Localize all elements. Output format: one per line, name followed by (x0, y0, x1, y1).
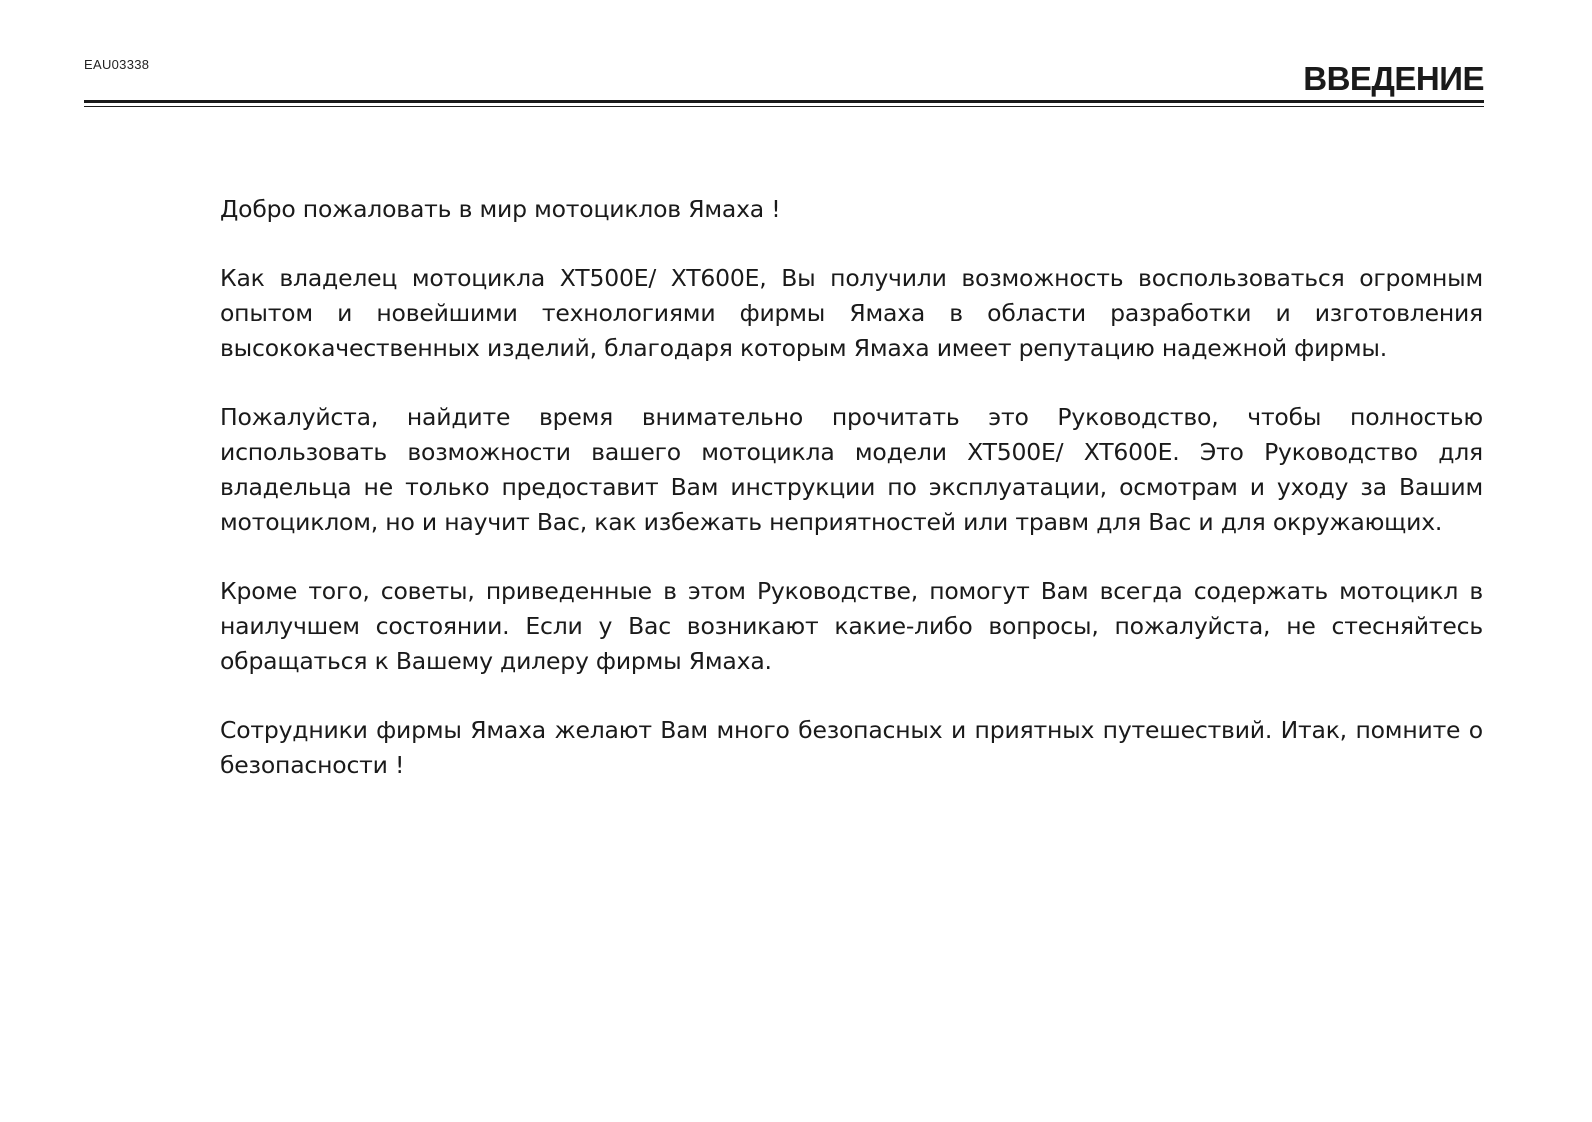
paragraph-owner: Как владелец мотоцикла XT500E/ XT600E, Вы получили возможность воспользоваться огромным опытом и новейшими технологиями фирмы Ямаха в области разработки и изготовления высококачественных изделий, благодаря которым Ямаха имеет репутацию надежной фирмы. (220, 264, 1483, 362)
header-rule-thick (84, 100, 1484, 103)
header-rule-thin (84, 106, 1484, 107)
section-title: ВВЕДЕНИЕ (1303, 60, 1484, 97)
document-code: EAU03338 (84, 57, 150, 72)
paragraph-read-manual: Пожалуйста, найдите время внимательно прочитать это Руководство, чтобы полностью использовать возможности вашего мотоцикла модели XT500E/ XT600E. Это Руководство для владельца не только предоставит Вам инструкции по эксплуатации, осмотрам и уходу за Вашим мотоциклом, но и научит Вас, как избежать неприятностей или травм для Вас и для окружающих. (220, 403, 1483, 536)
paragraph-welcome: Добро пожаловать в мир мотоциклов Ямаха ! (220, 195, 781, 223)
paragraph-safety: Сотрудники фирмы Ямаха желают Вам много безопасных и приятных путешествий. Итак, помните о безопасности ! (220, 716, 1483, 779)
paragraph-advice: Кроме того, советы, приведенные в этом Руководстве, помогут Вам всегда содержать мотоцикл в наилучшем состоянии. Если у Вас возникают какие-либо вопросы, пожалуйста, не стесняйтесь обращаться к Вашему дилеру фирмы Ямаха. (220, 577, 1483, 675)
introduction-text (220, 192, 1483, 817)
